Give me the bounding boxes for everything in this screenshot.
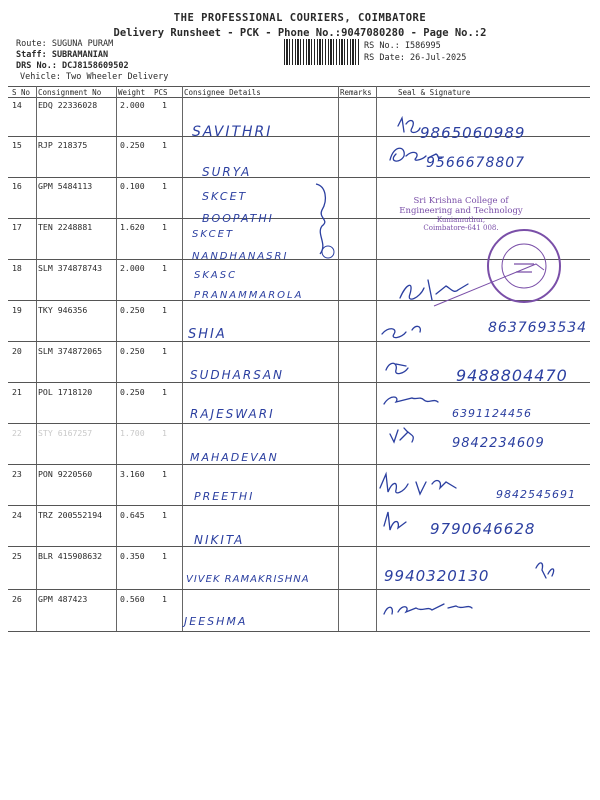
row-sno: 25 <box>12 551 22 561</box>
row-sno: 26 <box>12 594 22 604</box>
row-sno: 14 <box>12 100 22 110</box>
row-pcs: 1 <box>162 469 167 479</box>
row-consignee: SKCET NANDHANASRI <box>192 229 289 262</box>
row-signature: 9566678807 <box>426 155 526 171</box>
row-weight: 0.250 <box>120 140 145 150</box>
row-sno: 23 <box>12 469 22 479</box>
signature-mark <box>384 604 472 614</box>
stamp-line: Kuniamuthur, <box>436 216 486 224</box>
row-sno: 17 <box>12 222 22 232</box>
row-consignee: SAVITHRI <box>192 124 273 140</box>
row-signature: 9790646628 <box>430 520 536 538</box>
row-signature: 8637693534 <box>488 320 588 336</box>
col-divider <box>116 86 117 632</box>
col-sno: S No <box>12 88 31 97</box>
row-weight: 0.100 <box>120 181 145 191</box>
col-weight: Weight <box>118 88 146 97</box>
row-signature: 9488804470 <box>456 366 568 385</box>
row-consignment: TKY 946356 <box>38 305 88 315</box>
row-pcs: 1 <box>162 510 167 520</box>
signature-mark <box>386 363 408 373</box>
signature-mark <box>382 326 420 337</box>
row-pcs: 1 <box>162 428 167 438</box>
row-sno: 16 <box>12 181 22 191</box>
row-consignment: BLR 415908632 <box>38 551 103 561</box>
row-weight: 3.160 <box>120 469 145 479</box>
signature-scribbles <box>376 98 590 631</box>
row-pcs: 1 <box>162 100 167 110</box>
row-consignee: VIVEK RAMAKRISHNA <box>186 574 310 585</box>
row-consignment: GPM 5484113 <box>38 181 93 191</box>
signature-mark <box>384 512 406 530</box>
col-remarks: Remarks <box>340 88 372 97</box>
row-weight: 2.000 <box>120 263 145 273</box>
col-divider <box>182 86 183 632</box>
row-signature: 9940320130 <box>384 567 490 585</box>
row-consignment: SLM 374872065 <box>38 346 103 356</box>
row-weight: 0.645 <box>120 510 145 520</box>
row-pcs: 1 <box>162 387 167 397</box>
row-signature: 9842545691 <box>496 488 576 501</box>
row-consignee: PREETHI <box>194 490 255 503</box>
stamp-line: Engineering and Technology <box>399 206 523 216</box>
col-divider <box>338 86 339 632</box>
row-sno: 24 <box>12 510 22 520</box>
row-weight: 1.700 <box>120 428 145 438</box>
signature-mark <box>400 280 468 300</box>
row-pcs: 1 <box>162 263 167 273</box>
signature-mark <box>380 474 456 494</box>
row-sno: 18 <box>12 263 22 273</box>
row-consignee: SHIA <box>188 327 227 342</box>
staff: Staff: SUBRAMANIAN <box>16 50 109 60</box>
row-consignee: SKCET BOOPATHI <box>202 190 274 225</box>
row-consignment: PON 9220560 <box>38 469 93 479</box>
row-pcs: 1 <box>162 594 167 604</box>
row-consignment: SLM 374878743 <box>38 263 103 273</box>
row-sno: 22 <box>12 428 22 438</box>
col-divider <box>36 86 37 632</box>
col-consignee: Consignee Details <box>184 88 261 97</box>
row-weight: 0.250 <box>120 346 145 356</box>
signature-mark <box>536 563 554 578</box>
row-sno: 19 <box>12 305 22 315</box>
row-signature: 6391124456 <box>452 407 532 420</box>
row-consignee: JEESHMA <box>184 615 248 628</box>
rs-number: RS No.: I586995 <box>364 41 441 51</box>
row-consignee: SUDHARSAN <box>190 368 285 382</box>
row-weight: 0.560 <box>120 594 145 604</box>
row-consignment: POL 1718120 <box>38 387 93 397</box>
col-pcs: PCS <box>154 88 168 97</box>
company-title: THE PROFESSIONAL COURIERS, COIMBATORE <box>173 12 427 24</box>
row-pcs: 1 <box>162 551 167 561</box>
drs-number: DRS No.: DCJ8158609502 <box>16 61 129 71</box>
round-seal-icon <box>484 226 564 306</box>
row-rule <box>8 631 590 632</box>
row-consignee: NIKITA <box>194 533 245 547</box>
stamp-line: Sri Krishna College of <box>413 196 509 206</box>
row-consignee: SKASC PRANAMMAROLA <box>194 270 304 301</box>
row-consignment: RJP 218375 <box>38 140 88 150</box>
row-consignment: TEN 2248881 <box>38 222 93 232</box>
row-pcs: 1 <box>162 305 167 315</box>
row-consignee: RAJESWARI <box>190 407 275 421</box>
route: Route: SUGUNA PURAM <box>16 39 114 49</box>
row-consignment: TRZ 200552194 <box>38 510 103 520</box>
brace-mark <box>310 180 340 262</box>
signature-mark <box>390 428 413 442</box>
row-consignment: STY 6167257 <box>38 428 93 438</box>
col-seal: Seal & Signature <box>398 88 471 97</box>
row-sno: 15 <box>12 140 22 150</box>
row-weight: 1.620 <box>120 222 145 232</box>
signature-mark <box>390 148 442 161</box>
row-weight: 0.350 <box>120 551 145 561</box>
row-sno: 20 <box>12 346 22 356</box>
row-weight: 0.250 <box>120 305 145 315</box>
row-pcs: 1 <box>162 346 167 356</box>
vehicle: Vehicle: Two Wheeler Delivery <box>20 72 169 82</box>
signature-mark <box>398 118 420 133</box>
row-signature: 9842234609 <box>452 436 545 451</box>
row-consignment: GPM 487423 <box>38 594 88 604</box>
row-weight: 2.000 <box>120 100 145 110</box>
row-sno: 21 <box>12 387 22 397</box>
row-consignee: SURYA <box>202 165 252 179</box>
signature-mark <box>384 397 438 404</box>
header-top-rule <box>8 86 590 87</box>
runsheet-subtitle: Delivery Runsheet - PCK - Phone No.:9047080280 - Page No.:2 <box>113 27 487 39</box>
rs-date: RS Date: 26-Jul-2025 <box>364 53 467 63</box>
row-pcs: 1 <box>162 222 167 232</box>
row-consignee: MAHADEVAN <box>190 451 279 464</box>
barcode <box>284 39 360 65</box>
row-pcs: 1 <box>162 140 167 150</box>
stamp-line: Coimbatore-641 008. <box>423 224 499 232</box>
row-weight: 0.250 <box>120 387 145 397</box>
row-pcs: 1 <box>162 181 167 191</box>
row-signature: 9865060989 <box>420 124 526 142</box>
row-consignment: EDQ 22336028 <box>38 100 98 110</box>
col-consignment: Consignment No <box>38 88 102 97</box>
